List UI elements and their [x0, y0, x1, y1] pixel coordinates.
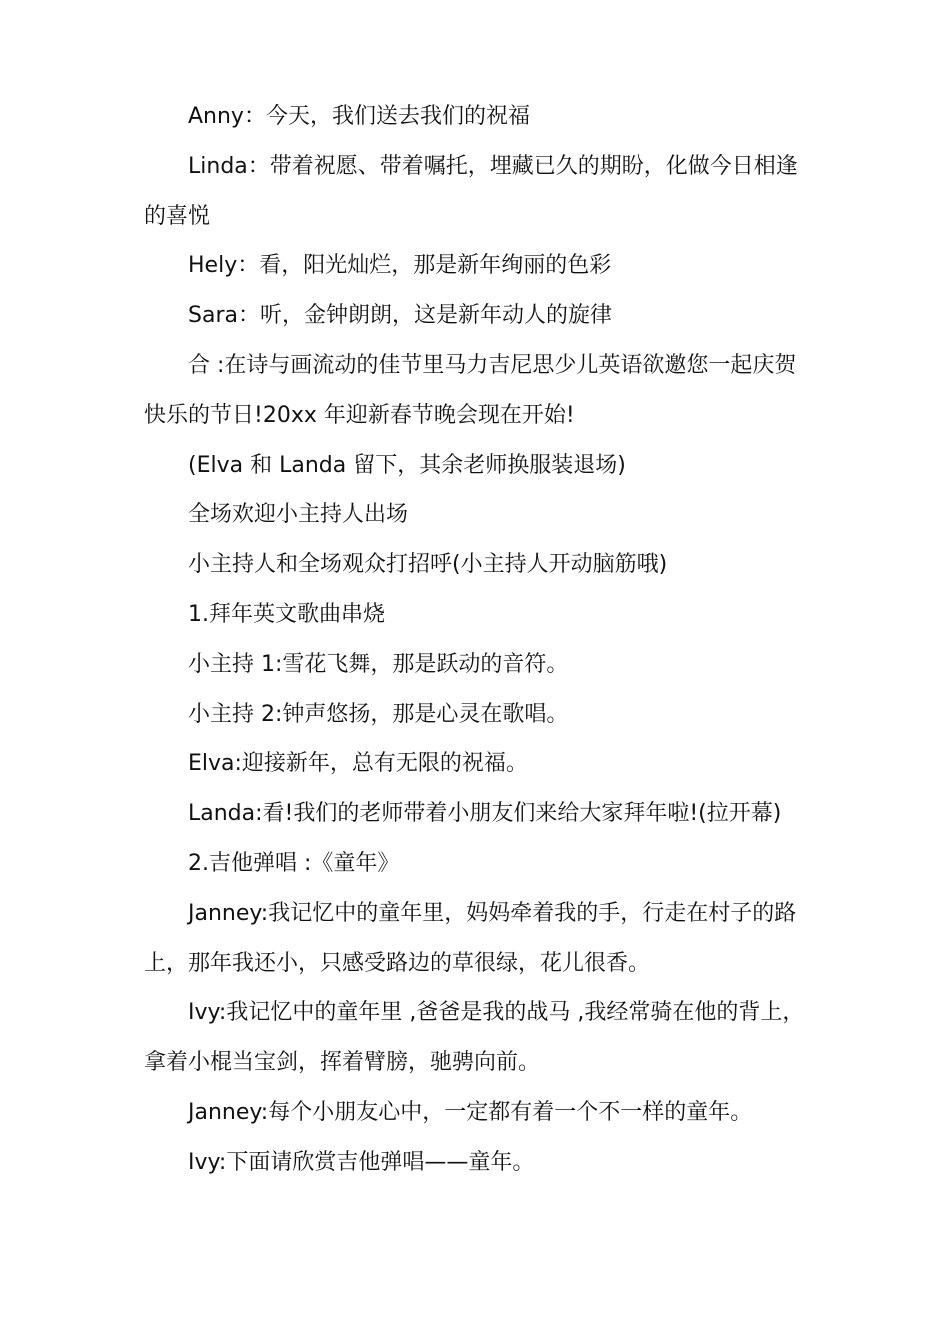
- paragraph-janney-unique: Janney:每个小朋友心中，一定都有着一个不一样的童年。: [188, 1099, 753, 1125]
- paragraph-hosts-greet: 小主持人和全场观众打招呼(小主持人开动脑筋哦): [188, 552, 668, 578]
- paragraph-ivy-introduction: Ivy:下面请欣赏吉他弹唱——童年。: [188, 1149, 535, 1175]
- paragraph-anny-greeting: Anny：今天，我们送去我们的祝福: [188, 104, 530, 129]
- paragraph-ivy-childhood: Ivy:我记忆中的童年里 ,爸爸是我的战马 ,我经常骑在他的背上，拿着小棍当宝剑，挥着臂膀，驰骋向前。: [144, 1000, 805, 1076]
- paragraph-host-1: 小主持 1:雪花飞舞，那是跃动的音符。: [188, 651, 569, 677]
- paragraph-host-2: 小主持 2:钟声悠扬，那是心灵在歌唱。: [188, 701, 569, 727]
- paragraph-linda-wishes: Linda：带着祝愿、带着嘱托，埋藏已久的期盼，化做今日相逢的喜悦: [144, 153, 798, 229]
- document-body: [144, 92, 810, 1188]
- paragraph-landa: Landa:看!我们的老师带着小朋友们来给大家拜年啦!(拉开幕): [188, 801, 782, 827]
- paragraph-together-opening: 合 :在诗与画流动的佳节里马力吉尼思少儿英语欲邀您一起庆贺快乐的节日!20xx 年迎新春节晚会现在开始!: [144, 352, 797, 428]
- paragraph-welcome-hosts: 全场欢迎小主持人出场: [188, 502, 409, 528]
- paragraph-stage-direction: (Elva 和 Landa 留下，其余老师换服装退场): [188, 452, 626, 478]
- program-item-1: 1.拜年英文歌曲串烧: [188, 601, 385, 627]
- paragraph-janney-childhood: Janney:我记忆中的童年里，妈妈牵着我的手，行走在村子的路上，那年我还小，只感受路边的草很绿，花儿很香。: [144, 900, 797, 976]
- paragraph-hely-sunshine: Hely：看，阳光灿烂，那是新年绚丽的色彩: [188, 253, 612, 279]
- paragraph-sara-bells: Sara：听，金钟朗朗，这是新年动人的旋律: [188, 303, 612, 329]
- paragraph-elva: Elva:迎接新年，总有无限的祝福。: [188, 751, 528, 777]
- program-item-2: 2.吉他弹唱 :《童年》: [188, 850, 400, 876]
